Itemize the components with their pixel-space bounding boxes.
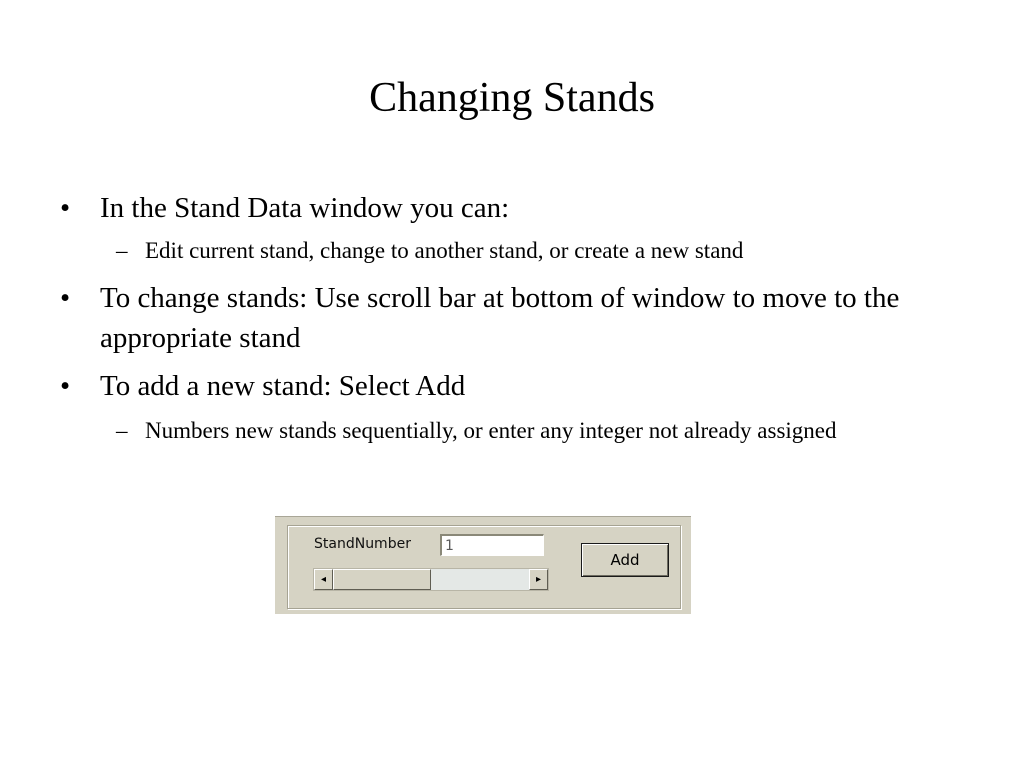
sub-bullet-text: Edit current stand, change to another stand, or create a new stand bbox=[145, 238, 744, 263]
stand-data-panel-screenshot bbox=[275, 513, 691, 614]
bullet-text: To change stands: Use scroll bar at bottom of window to move to the appropriate stand bbox=[100, 282, 900, 354]
sub-bullet-marker: – bbox=[116, 418, 128, 443]
bullet-marker: • bbox=[60, 282, 71, 314]
sub-bullet-text: Numbers new stands sequentially, or enter any integer not already assigned bbox=[145, 418, 837, 443]
sub-bullet-item bbox=[116, 234, 916, 268]
stand-number-label: StandNumber bbox=[314, 536, 411, 552]
scroll-thumb[interactable] bbox=[333, 569, 431, 590]
sub-bullet-marker: – bbox=[116, 238, 128, 263]
panel-divider bbox=[275, 513, 691, 517]
stand-number-input[interactable] bbox=[440, 534, 544, 556]
bullet-item bbox=[60, 188, 980, 228]
bullet-marker: • bbox=[60, 192, 71, 224]
bullet-marker: • bbox=[60, 370, 71, 402]
bullet-item bbox=[60, 278, 980, 358]
sub-bullet-item bbox=[116, 414, 916, 448]
slide-title: Changing Stands bbox=[369, 75, 655, 121]
bullet-text: In the Stand Data window you can: bbox=[100, 192, 510, 224]
arrow-right-icon: ▸ bbox=[535, 574, 542, 585]
scroll-left-button[interactable] bbox=[314, 569, 333, 590]
arrow-left-icon: ◂ bbox=[320, 574, 327, 585]
bullet-text: To add a new stand: Select Add bbox=[100, 370, 466, 402]
add-button[interactable]: Add bbox=[581, 543, 669, 577]
bullet-item bbox=[60, 366, 980, 406]
scroll-right-button[interactable] bbox=[529, 569, 548, 590]
stand-scrollbar[interactable] bbox=[313, 568, 549, 591]
